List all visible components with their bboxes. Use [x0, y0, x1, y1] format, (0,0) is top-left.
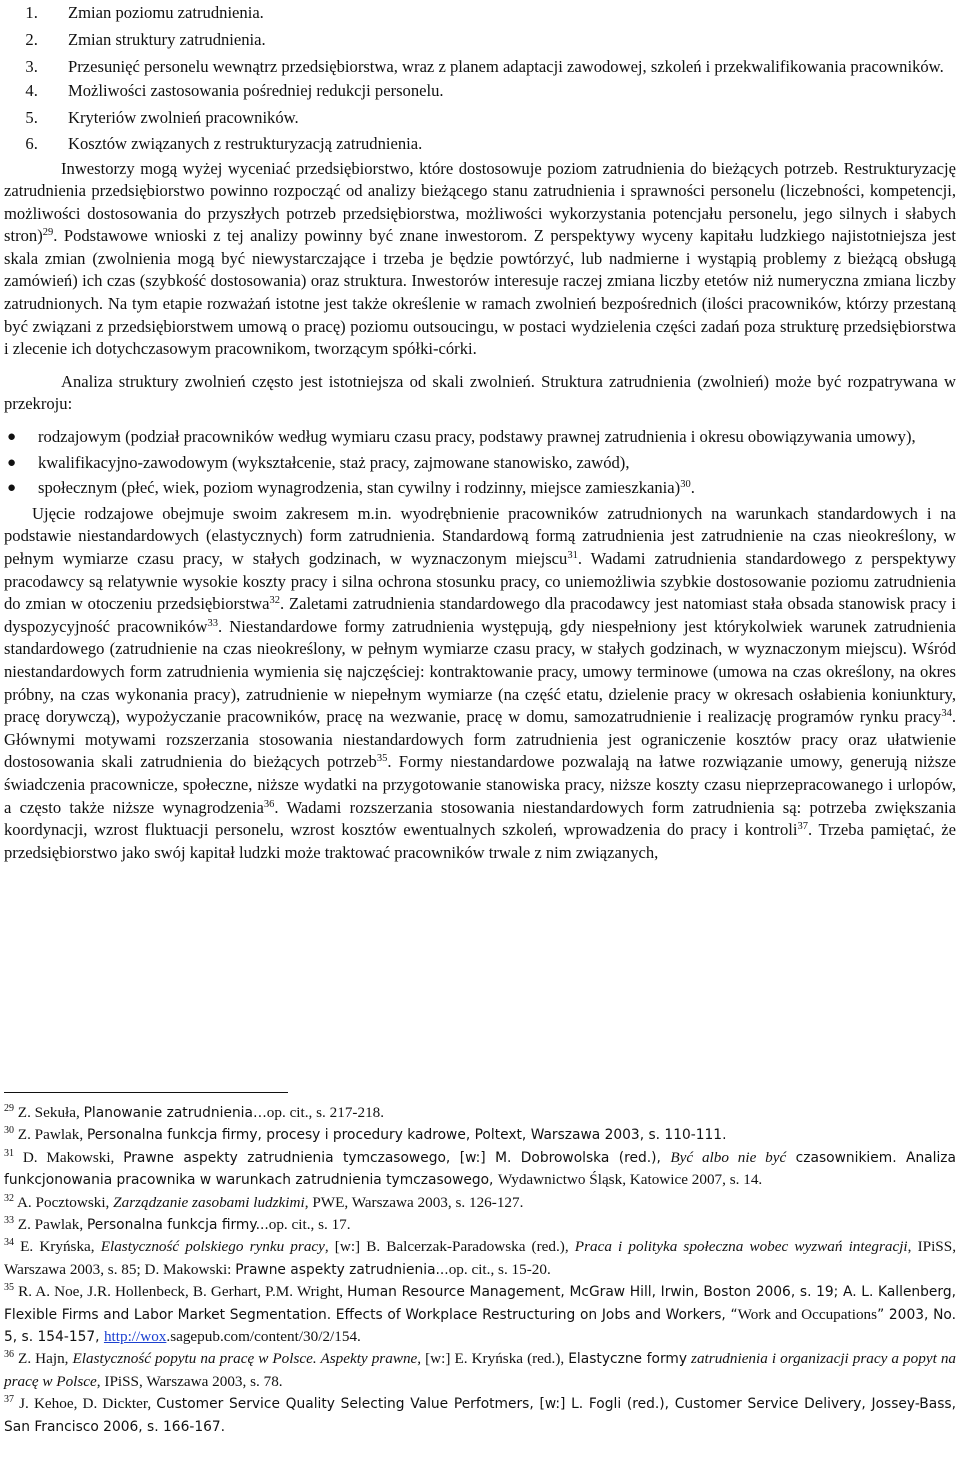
footnote-29: $^{29}$ Z. Sekuła, Planowanie zatrudnienia…op. cit., s. 217-218.: [4, 1103, 385, 1121]
paragraph-structure: Analiza struktury zwolnień często jest istotniejsza od skali zwolnień. Struktura zatrudnienia (zwolnień) może być rozpatrywana w przekroju:: [4, 371, 956, 414]
footnote-link[interactable]: http://wox: [103, 1328, 167, 1346]
footnote-separator: [4, 1092, 288, 1093]
footnote-34: $^{34}$ E. Kryńska, Elastyczność polskiego rynku pracy, [w:] B. Balcerzak-Paradowska (red.), Praca i polityka społeczna wobec wyzwań integracji, IPiSS, Warszawa 2003, s. 85; D. Makowski: Prawne aspekty zatrudnienia...op. cit., s. 15-20.: [4, 1237, 956, 1278]
list-item: 4. Możliwości zastosowania pośredniej redukcji personelu.: [42, 78, 956, 105]
list-item: ● rodzajowym (podział pracowników według wymiaru czasu pracy, podstawy prawnej zatrudnienia i okresu obowiązywania umowy),: [4, 426, 956, 449]
bullet-icon: ●: [7, 429, 17, 446]
footnote-ref: 30: [680, 479, 691, 491]
footnote-36: $^{36}$ Z. Hajn, Elastyczność popytu na pracę w Polsce. Aspekty prawne, [w:] E. Kryńska (red.), Elastyczne formy zatrudnienia i organizacji pracy a popyt na pracę w Polsce, IPiSS, Warszawa 2003, s. 78.: [4, 1349, 957, 1390]
footnote-32: $^{32}$ A. Pocztowski, Zarządzanie zasobami ludzkimi, PWE, Warszawa 2003, s. 126-127.: [4, 1192, 524, 1211]
footnote-ref: 32: [269, 595, 280, 607]
footnote-ref: 29: [42, 227, 54, 239]
footnote-33: $^{33}$ Z. Pawlak, Personalna funkcja firmy...op. cit., s. 17.: [4, 1215, 351, 1234]
bullet-icon: ●: [7, 454, 17, 471]
footnotes: [4, 1102, 956, 1438]
list-item: 2. Zmian struktury zatrudnienia.: [42, 27, 956, 54]
footnote-ref: 33: [207, 617, 218, 629]
list-item: 5. Kryteriów zwolnień pracowników.: [42, 105, 956, 132]
bullet-list: [4, 426, 956, 500]
list-item: ● społecznym (płeć, wiek, poziom wynagrodzenia, stan cywilny i rodzinny, miejsce zamieszkania)$^{30}$.: [4, 477, 956, 500]
paragraph-forms: Ujęcie rodzajowe obejmuje swoim zakresem m.in. wyodrębnienie pracowników zatrudnionych na warunkach standardowych i na podstawie niestandardowych (elastycznych) form zatrudnienia. Standardową formą zatrudnienia jest zatrudnienie na czas nieokreślony, w pełnym wymiarze czasu pracy, w stałych godzinach, w wyznaczonym miejscu$^{31}$. Wadami zatrudnienia standardowego z perspektywy pracodawcy są relatywnie wysokie koszty pracy i silna ochrona stosunku pracy, co uniemożliwia szybkie dostosowanie poziomu zatrudnienia do zmian w otoczeniu przedsiębiorstwa$^{32}$. Zaletami zatrudnienia standardowego dla pracodawcy jest natomiast stała obsada stanowisk pracy i dyspozycyjność pracowników$^{33}$. Niestandardowe formy zatrudnienia występują, gdy niespełniony jest którykolwiek warunek zatrudnienia standardowego (zatrudnienie na czas nieokreślony, w pełnym wymiarze czasu pracy, w stałych godzinach, w wyznaczonym miejscu). Wśród niestandardowych form zatrudnienia wymienia się najczęściej: kontraktowanie pracy, umowy terminowe (umowa na czas określony, na okres próbny, na czas wykonania pracy), zatrudnienie w niepełnym wymiarze (na część etatu, dzielenie pracy w okresach osłabienia koniunktury, pracę dorywczą), wypożyczanie pracowników, pracę na wezwanie, pracę w domu, samozatrudnienie i realizację programów rynku pracy$^{34}$. Głównymi motywami rozszerzania stosowania niestandardowych form zatrudnienia jest ograniczenie kosztów pracy oraz ułatwienie dostosowania skali zatrudnienia do bieżących potrzeb$^{35}$. Formy niestandardowe pozwalają na łatwe rozwiązanie umowy, generują niższe świadczenia pracownicze, społeczne, niższe wydatki na przygotowanie stanowiska pracy, niższe koszty czasu nieprzepracowanego i urlopów, a często także niższe wynagrodzenia$^{36}$. Wadami rozszerzania stosowania niestandardowych form zatrudnienia są: potrzeba zwiększania koordynacji, wzrost fluktuacji personelu, wzrost kosztów ewentualnych szkoleń, wprowadzenia do pracy i kontroli$^{37}$. Trzeba pamiętać, że przedsiębiorstwo jako swój kapitał ludzki może traktować pracowników trwale z nim związanych,: [4, 503, 957, 862]
list-item: 3. Przesunięć personelu wewnątrz przedsiębiorstwa, wraz z planem adaptacji zawodowej, szkoleń i przekwalifikowania pracowników.: [42, 53, 956, 78]
numbered-list: [4, 0, 956, 158]
footnote-31: $^{31}$ D. Makowski, Prawne aspekty zatrudnienia tymczasowego, [w:] M. Dobrowolska (red.), Być albo nie być czasownikiem. Analiza funkcjonowania pracownika w warunkach zatrudnienia tymczasowego, Wydawnictwo Śląsk, Katowice 2007, s. 14.: [4, 1147, 957, 1189]
footnote-37: $^{37}$ J. Kehoe, D. Dickter, Customer Service Quality Selecting Value Perfotmers, [w:] L. Fogli (red.), Customer Service Delivery, Jossey-Bass, San Francisco 2006, s. 166-167.: [4, 1394, 956, 1435]
footnote-ref: 36: [263, 798, 275, 810]
paragraph-investors: Inwestorzy mogą wyżej wyceniać przedsiębiorstwo, które dostosowuje poziom zatrudnienia do bieżących potrzeb. Restrukturyzację zatrudnienia przedsiębiorstwo powinno rozpocząć od analizy bieżącego stanu zatrudnienia i sprawności personelu (liczebności, kompetencji, możliwości dostosowania do przyszłych potrzeb przedsiębiorstwa, możliwości wykorzystania potencjału personelu, jego silnych i słabych stron)$^{29}$. Podstawowe wnioski z tej analizy powinny być znane inwestorom. Z perspektywy wyceny kapitału ludzkiego najistotniejsza jest skala zmian (zwolnienia mogą być niewystarczające i trzeba je będzie powtórzyć, lub nadmierne i wystąpią problemy z bieżącą obsługą zamówień) ich czas (szybkość dostosowania) oraz struktura. Inwestorów interesuje raczej zmiana liczby etetów niż numeryczna zmiana liczby zatrudnionych. Na tym etapie rozważań istotne jest także określenie w ramach zwolnień bezpośrednich (ilości pracowników, którzy przestaną być związani z przedsiębiorstwem umową o pracę) poziomu outsoucingu, w postaci wydzielenia części zadań poza strukturę przedsiębiorstwa i zlecenie ich dotychczasowym pracownikom, tworzącym spółki-córki.: [4, 158, 956, 359]
main-text: [4, 0, 956, 864]
footnote-ref: 35: [376, 753, 388, 765]
footnote-35: $^{35}$ R. A. Noe, J.R. Hollenbeck, B. Gerhart, P.M. Wright, Human Resource Management, McGraw Hill, Irwin, Boston 2006, s. 19; A. L. Kallenberg, Flexible Firms and Labor Market Segmentation. Effects of Workplace Restructuring on Jobs and Workers, “Work and Occupations” 2003, No. 5, s. 154-157, http://wox.sagepub.com/content/30/2/154.: [4, 1282, 956, 1346]
footnote-ref: 31: [567, 550, 578, 561]
footnote-30: $^{30}$ Z. Pawlak, Personalna funkcja firmy, procesy i procedury kadrowe, Poltext, Warszawa 2003, s. 110-111.: [4, 1125, 727, 1144]
list-item: ● kwalifikacyjno-zawodowym (wykształcenie, staż pracy, zajmowane stanowisko, zawód),: [4, 452, 956, 475]
list-item: 1. Zmian poziomu zatrudnienia.: [42, 0, 956, 27]
list-item: 6. Kosztów związanych z restrukturyzacją zatrudnienia.: [42, 131, 956, 158]
footnote-ref: 34: [941, 708, 952, 720]
bullet-icon: ●: [7, 480, 17, 497]
footnote-ref: 37: [797, 821, 808, 833]
